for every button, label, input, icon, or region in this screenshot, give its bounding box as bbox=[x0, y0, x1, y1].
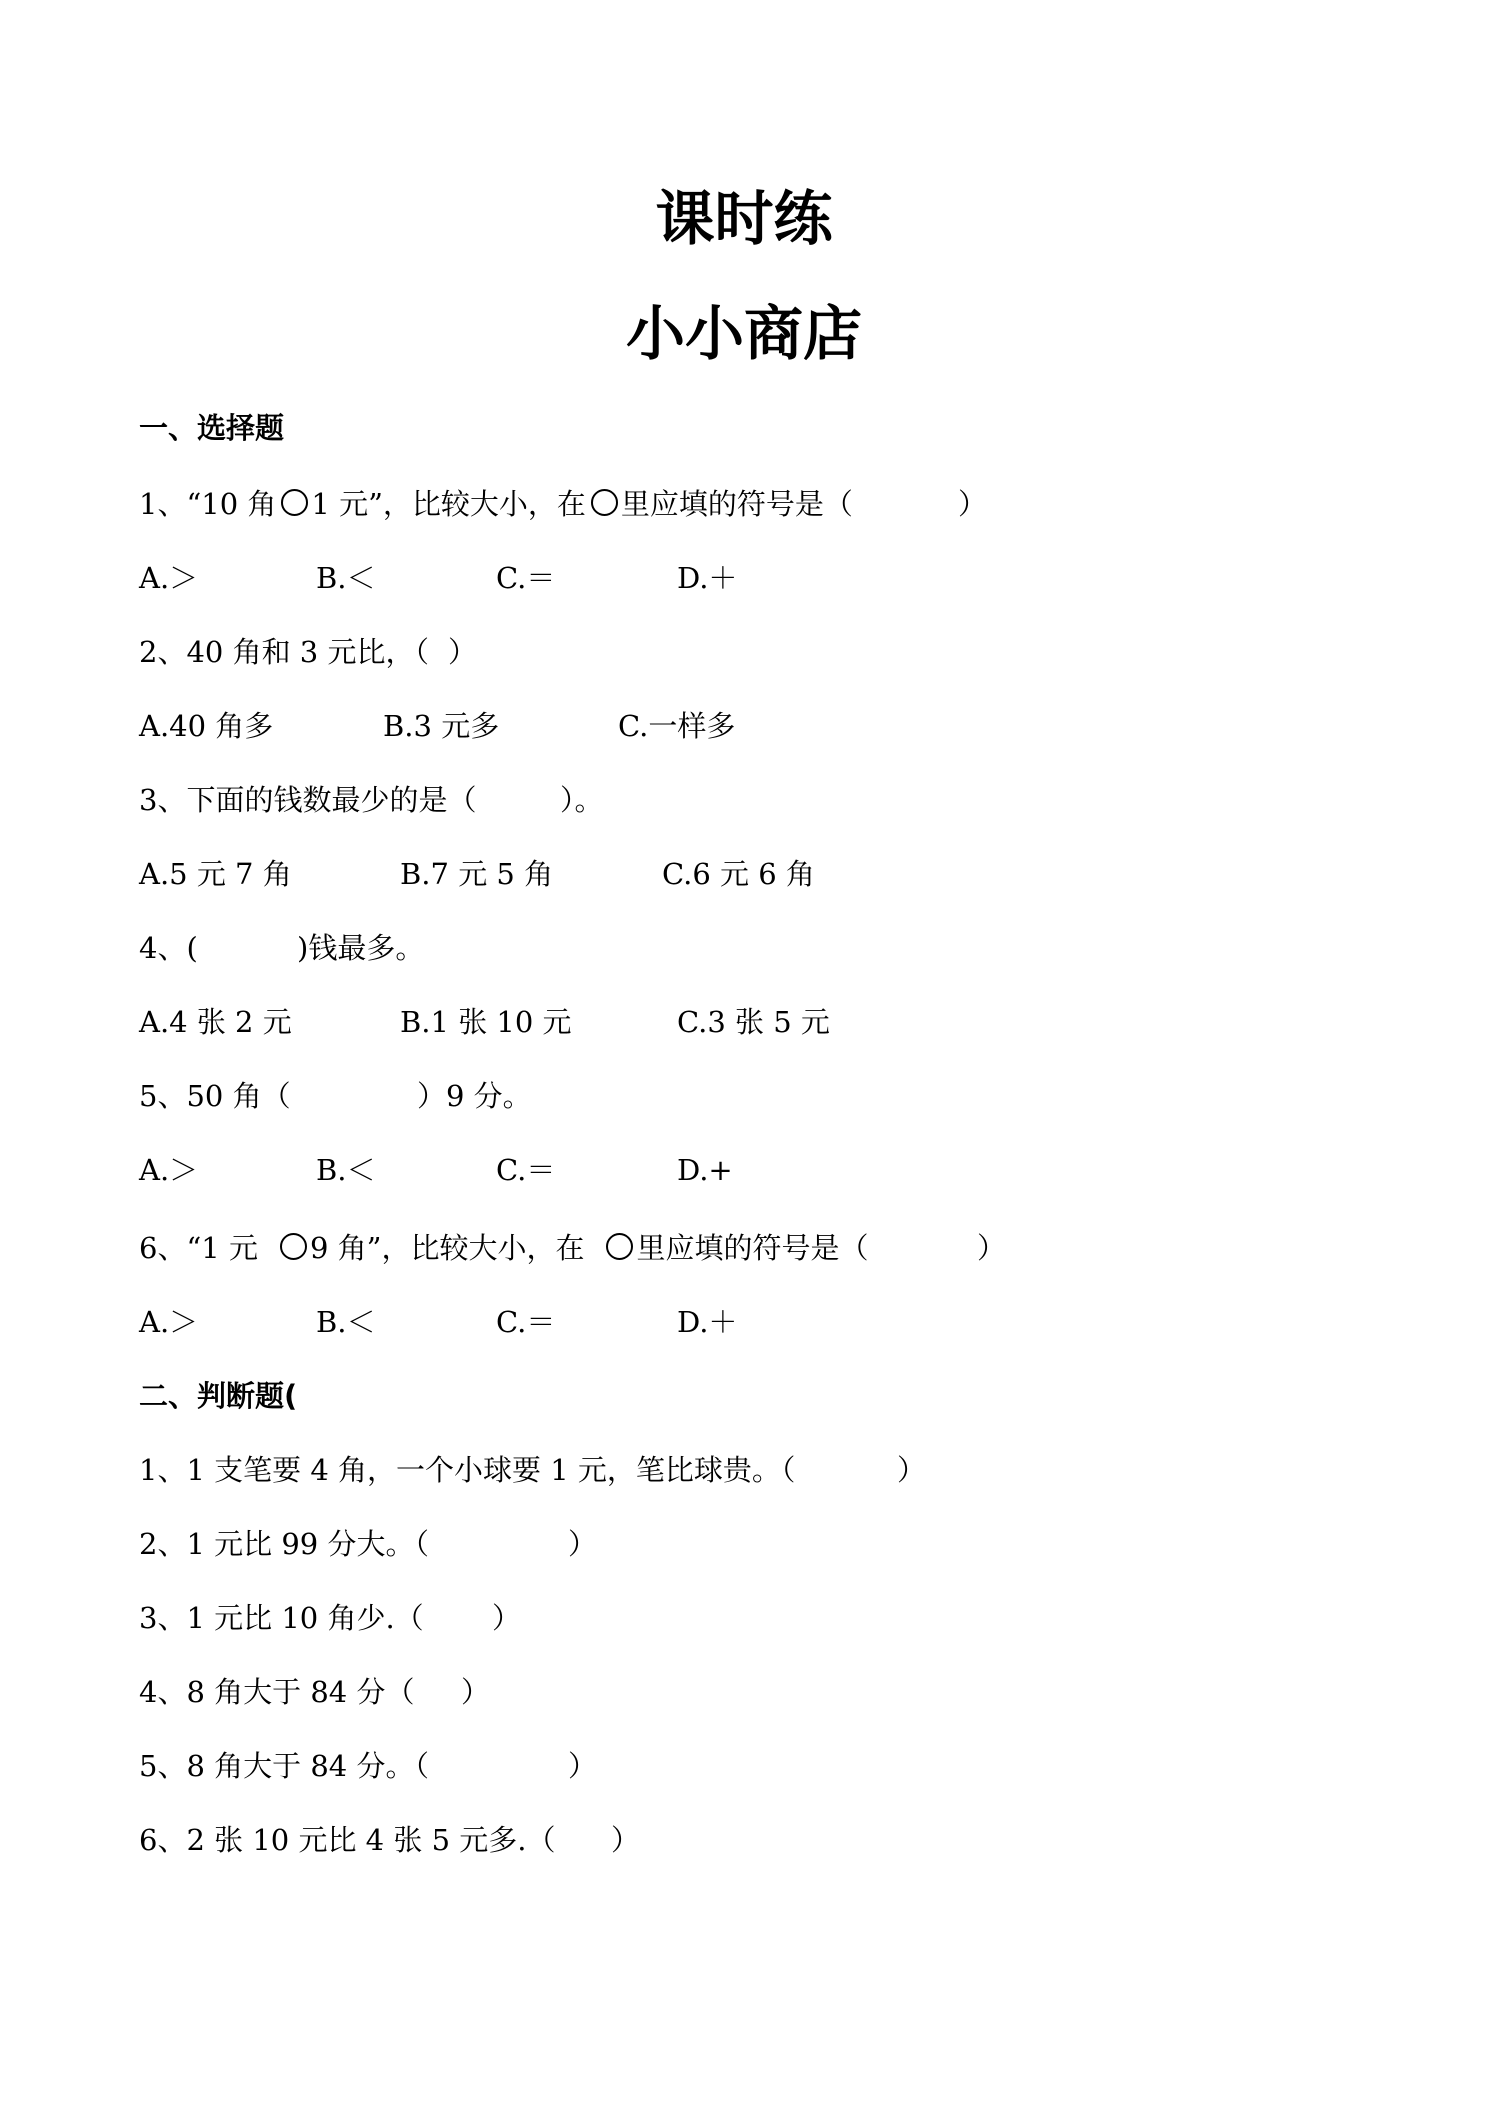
question-text: 5、8 角大于 84 分。（ bbox=[139, 1749, 429, 1783]
choice-options-2 bbox=[0, 706, 1488, 746]
choice-section-heading-line bbox=[0, 408, 1488, 448]
choice-question-6 bbox=[0, 1228, 1488, 1268]
choice-question-3 bbox=[0, 780, 1488, 820]
answer-blank-close: ） bbox=[568, 1749, 598, 1783]
option-d: D.＋ bbox=[677, 1305, 738, 1339]
choice-options-6 bbox=[0, 1302, 1488, 1342]
option-a: A.＞ bbox=[139, 561, 199, 595]
choice-question-5 bbox=[0, 1076, 1488, 1116]
question-text bbox=[139, 1228, 868, 1268]
option-c: C.＝ bbox=[496, 561, 556, 595]
question-text-part: 9 角”，比较大小，在 bbox=[309, 1231, 585, 1265]
question-text bbox=[139, 484, 853, 524]
option-c: C.＝ bbox=[496, 1153, 556, 1187]
option-c: C.＝ bbox=[496, 1305, 556, 1339]
option-c: C.3 张 5 元 bbox=[677, 1005, 830, 1039]
choice-options-3 bbox=[0, 854, 1488, 894]
choice-options-1 bbox=[0, 558, 1488, 598]
answer-blank-close: ） bbox=[611, 1823, 641, 1857]
answer-blank-close: ） bbox=[448, 635, 478, 669]
page-subtitle: 小小商店 bbox=[625, 299, 862, 368]
question-text: 3、下面的钱数最少的是（ bbox=[139, 783, 477, 817]
question-text: 5、50 角（ bbox=[139, 1079, 291, 1113]
judge-question-4 bbox=[0, 1672, 1488, 1712]
question-text-part: 里应填的符号是（ bbox=[636, 1231, 869, 1265]
choice-section-heading: 一、选择题 bbox=[139, 411, 285, 445]
answer-blank-close: )钱最多。 bbox=[297, 931, 425, 965]
option-a: A.＞ bbox=[139, 1153, 199, 1187]
question-text-part: 1、“10 角 bbox=[139, 487, 277, 521]
option-a: A.5 元 7 角 bbox=[139, 857, 292, 891]
question-text-part: 里应填的符号是（ bbox=[620, 487, 853, 521]
choice-options-4 bbox=[0, 1002, 1488, 1042]
option-b: B.＜ bbox=[316, 561, 376, 595]
answer-blank-close: ）9 分。 bbox=[417, 1079, 532, 1113]
question-text: 4、( bbox=[139, 931, 198, 965]
option-d: D.+ bbox=[677, 1153, 733, 1187]
answer-blank-close: ） bbox=[977, 1231, 1007, 1265]
judge-section-heading: 二、判断题( bbox=[139, 1379, 298, 1413]
answer-blank-close: ） bbox=[568, 1527, 598, 1561]
question-text: 1、1 支笔要 4 角，一个小球要 1 元，笔比球贵。（ bbox=[139, 1453, 796, 1487]
question-text: 2、1 元比 99 分大。（ bbox=[139, 1527, 429, 1561]
option-b: B.7 元 5 角 bbox=[400, 857, 554, 891]
option-a: A.40 角多 bbox=[139, 709, 274, 743]
question-text-part: 6、“1 元 bbox=[139, 1231, 258, 1265]
circle-blank-icon bbox=[280, 1233, 307, 1260]
choice-options-5 bbox=[0, 1150, 1488, 1190]
judge-question-3 bbox=[0, 1598, 1488, 1638]
option-b: B.＜ bbox=[316, 1305, 376, 1339]
judge-section-heading-line bbox=[0, 1376, 1488, 1416]
circle-blank-icon bbox=[606, 1233, 633, 1260]
question-text: 3、1 元比 10 角少.（ bbox=[139, 1601, 424, 1635]
choice-question-2 bbox=[0, 632, 1488, 672]
question-text: 4、8 角大于 84 分（ bbox=[139, 1675, 415, 1709]
option-b: B.1 张 10 元 bbox=[400, 1005, 572, 1039]
question-text: 6、2 张 10 元比 4 张 5 元多.（ bbox=[139, 1823, 556, 1857]
option-b: B.＜ bbox=[316, 1153, 376, 1187]
option-a: A.4 张 2 元 bbox=[139, 1005, 292, 1039]
option-d: D.＋ bbox=[677, 561, 738, 595]
page-title: 课时练 bbox=[655, 184, 833, 253]
choice-question-4 bbox=[0, 928, 1488, 968]
judge-question-6 bbox=[0, 1820, 1488, 1860]
option-b: B.3 元多 bbox=[383, 709, 500, 743]
answer-blank-close: ） bbox=[461, 1675, 491, 1709]
answer-blank-close: ） bbox=[897, 1453, 927, 1487]
answer-blank-close: ） bbox=[958, 487, 988, 521]
option-a: A.＞ bbox=[139, 1305, 199, 1339]
judge-question-2 bbox=[0, 1524, 1488, 1564]
option-c: C.一样多 bbox=[618, 709, 736, 743]
circle-blank-icon bbox=[591, 489, 618, 516]
judge-question-1 bbox=[0, 1450, 1488, 1490]
choice-question-1 bbox=[0, 484, 1488, 524]
judge-question-5 bbox=[0, 1746, 1488, 1786]
option-c: C.6 元 6 角 bbox=[662, 857, 815, 891]
question-text: 2、40 角和 3 元比，（ bbox=[139, 635, 429, 669]
question-text-part: 1 元”，比较大小，在 bbox=[311, 487, 586, 521]
circle-blank-icon bbox=[281, 489, 308, 516]
answer-blank-close: ） bbox=[492, 1601, 522, 1635]
answer-blank-close: ）。 bbox=[560, 783, 604, 817]
